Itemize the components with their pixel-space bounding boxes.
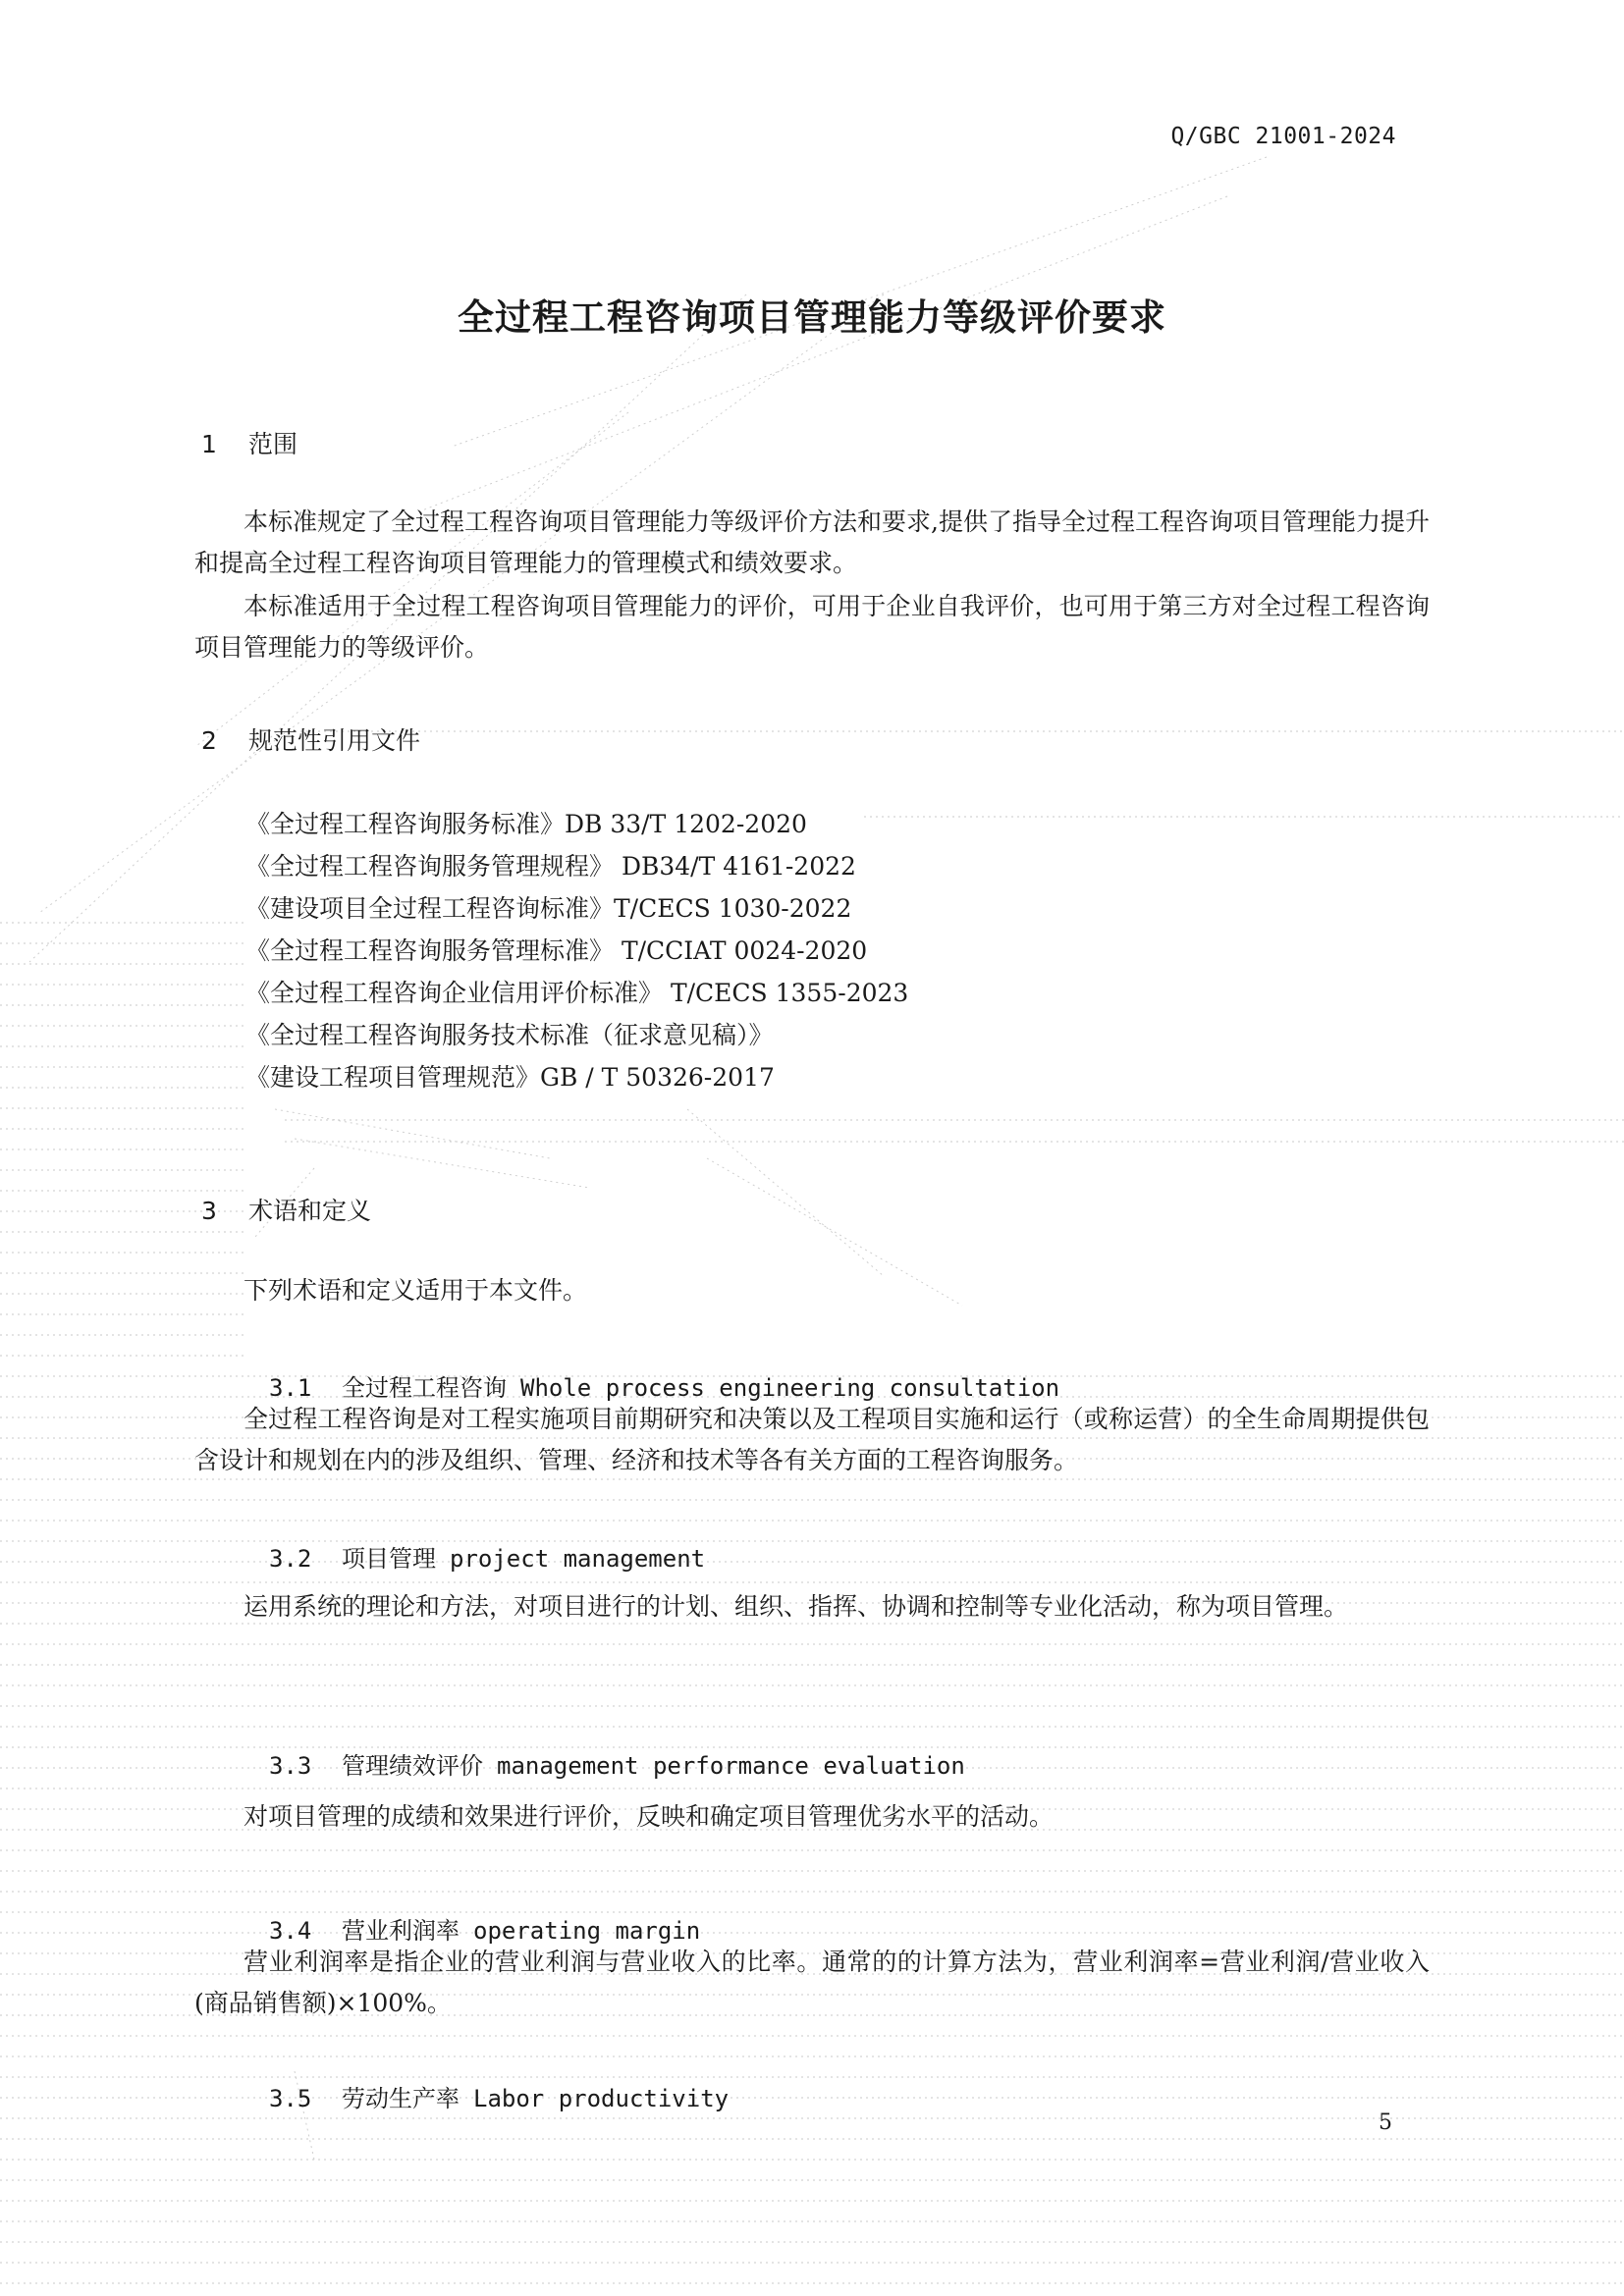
term-cn: 劳动生产率 xyxy=(342,2085,460,2112)
reference-item: 《全过程工程咨询企业信用评价标准》 T/CECS 1355-2023 xyxy=(245,979,909,1007)
term-cn: 项目管理 xyxy=(342,1545,436,1573)
reference-item: 《全过程工程咨询服务管理标准》 T/CCIAT 0024-2020 xyxy=(245,936,868,965)
reference-list xyxy=(245,803,908,1098)
section-title: 范围 xyxy=(248,430,298,458)
term-number: 3.2 xyxy=(269,1545,312,1573)
term-cn: 营业利润率 xyxy=(342,1917,460,1945)
term-definition-3-1: 全过程工程咨询是对工程实施项目前期研究和决策以及工程项目实施和运行（或称运营）的全生命周期提供包含设计和规划在内的涉及组织、管理、经济和技术等各有关方面的工程咨询服务。 xyxy=(194,1405,1430,1474)
reference-item: 《建设工程项目管理规范》GB / T 50326-2017 xyxy=(245,1063,775,1092)
standard-code: Q/GBC 21001-2024 xyxy=(1170,124,1396,149)
term-en: project management xyxy=(450,1545,706,1573)
term-cn: 管理绩效评价 xyxy=(342,1752,483,1780)
section-number: 3 xyxy=(201,1197,217,1225)
section-number: 2 xyxy=(201,726,217,755)
term-en: management performance evaluation xyxy=(497,1752,965,1780)
terms-intro: 下列术语和定义适用于本文件。 xyxy=(244,1276,588,1305)
section-heading-scope xyxy=(201,425,298,460)
term-number: 3.4 xyxy=(269,1917,312,1945)
term-definition-3-3: 对项目管理的成绩和效果进行评价，反映和确定项目管理优劣水平的活动。 xyxy=(244,1802,1055,1831)
scope-paragraph-2: 本标准适用于全过程工程咨询项目管理能力的评价，可用于企业自我评价，也可用于第三方对全过程工程咨询项目管理能力的等级评价。 xyxy=(194,592,1430,662)
reference-item: 《全过程工程咨询服务标准》DB 33/T 1202-2020 xyxy=(245,810,807,838)
term-number: 3.1 xyxy=(269,1374,312,1402)
page-number: 5 xyxy=(1379,2110,1392,2135)
reference-item: 《建设项目全过程工程咨询标准》T/CECS 1030-2022 xyxy=(245,894,852,923)
section-heading-references xyxy=(201,721,420,757)
term-number: 3.5 xyxy=(269,2085,312,2112)
reference-item: 《全过程工程咨询服务管理规程》 DB34/T 4161-2022 xyxy=(245,852,856,881)
term-en: operating margin xyxy=(473,1917,701,1945)
term-cn: 全过程工程咨询 xyxy=(342,1374,507,1402)
section-number: 1 xyxy=(201,430,217,458)
term-number: 3.3 xyxy=(269,1752,312,1780)
term-heading-3-3 xyxy=(245,1720,965,1807)
document-title: 全过程工程咨询项目管理能力等级评价要求 xyxy=(458,296,1166,339)
section-title: 规范性引用文件 xyxy=(248,726,421,755)
section-heading-terms xyxy=(201,1192,371,1227)
term-definition-3-2: 运用系统的理论和方法，对项目进行的计划、组织、指挥、协调和控制等专业化活动，称为项目管理。 xyxy=(244,1592,1349,1621)
term-definition-3-4: 营业利润率是指企业的营业利润与营业收入的比率。通常的的计算方法为，营业利润率=营业利润/营业收入(商品销售额)×100%。 xyxy=(194,1948,1430,2017)
section-title: 术语和定义 xyxy=(248,1197,372,1225)
term-en: Whole process engineering consultation xyxy=(520,1374,1060,1402)
term-en: Labor productivity xyxy=(473,2085,730,2112)
reference-item: 《全过程工程咨询服务技术标准（征求意见稿）》 xyxy=(245,1021,774,1049)
term-heading-3-5 xyxy=(245,2053,729,2140)
scope-paragraph-1: 本标准规定了全过程工程咨询项目管理能力等级评价方法和要求,提供了指导全过程工程咨询项目管理能力提升和提高全过程工程咨询项目管理能力的管理模式和绩效要求。 xyxy=(194,507,1430,577)
